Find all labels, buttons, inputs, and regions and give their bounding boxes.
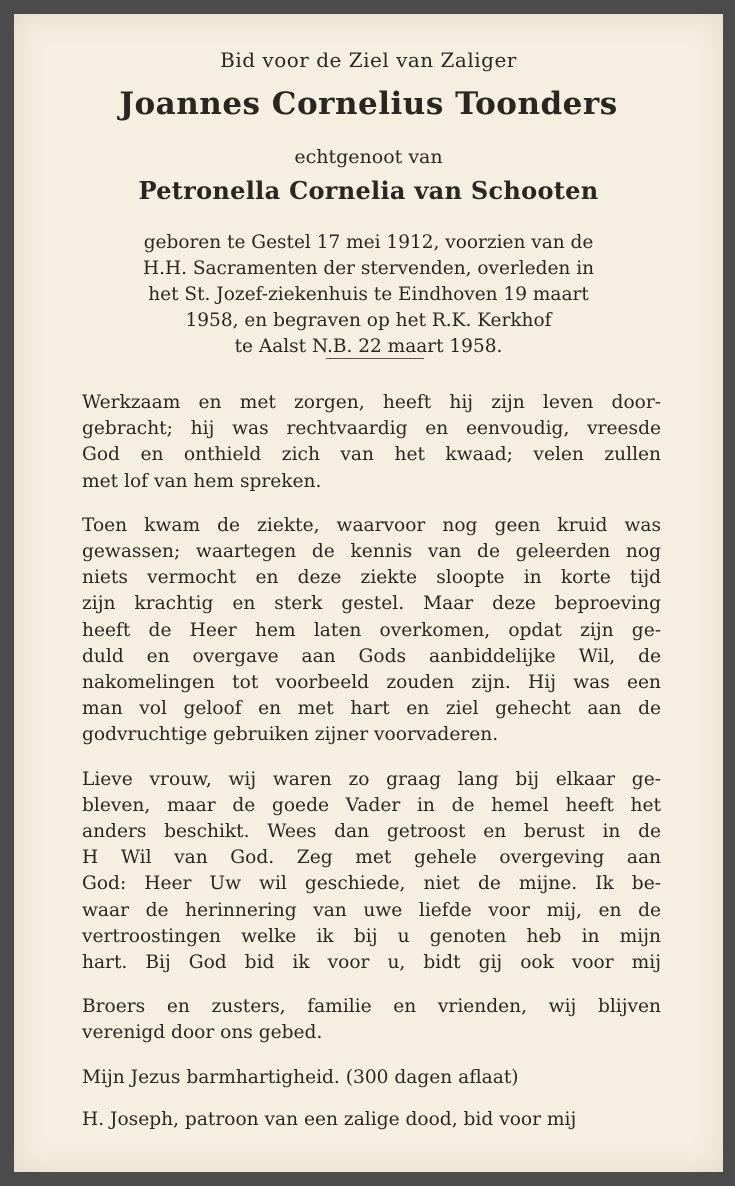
text-line: H Wil van God. Zeg met gehele overgeving aan (82, 847, 661, 869)
text-line: Werkzaam en met zorgen, heeft hij zijn leven door- (82, 392, 661, 413)
dates-line: geboren te Gestel 17 mei 1912, voorzien van de (143, 232, 594, 253)
text-line: niets vermocht en deze ziekte sloopte in korte tijd (82, 567, 661, 589)
prayer-line: Mijn Jezus barmhartigheid. (300 dagen aflaat) (82, 1066, 519, 1088)
dates-line: H.H. Sacramenten der stervenden, overleden in (142, 258, 595, 279)
text-line: anders beschikt. Wees dan getroost en berust in de (82, 821, 661, 843)
paragraph-family (82, 994, 661, 1046)
text-line: Broers en zusters, familie en vrienden, wij blijven (82, 996, 661, 1018)
text-line: vertroostingen welke ik bij u genoten heb in mijn (82, 925, 661, 947)
dates-line: 1958, en begraven op het R.K. Kerkhof (185, 310, 552, 331)
text-line: godvruchtige gebruiken zijner voorvaderen. (82, 724, 499, 746)
card-paper (14, 14, 723, 1172)
text-line: verenigd door ons gebed. (82, 1022, 323, 1044)
text-line: met lof van hem spreken. (82, 470, 322, 492)
spouse-name: Petronella Cornelia van Schooten (138, 176, 599, 205)
paragraph-illness (82, 513, 661, 749)
text-line: gebracht; hij was rechtvaardig en eenvoudig, vreesde (82, 418, 661, 440)
life-dates (104, 230, 633, 360)
paragraph-wife (82, 767, 661, 977)
text-line: bleven, maar de goede Vader in de hemel heeft het (82, 794, 661, 816)
text-line: Toen kwam de ziekte, waarvoor nog geen kruid was (82, 514, 661, 536)
dates-line: het St. Jozef-ziekenhuis te Eindhoven 19 maart (148, 284, 589, 305)
text-line: duld en overgave aan Gods aanbiddelijke Wil, de (82, 645, 661, 667)
paragraph-work (82, 390, 661, 495)
text-line: waar de herinnering van uwe liefde voor mij, en de (82, 899, 661, 921)
text-line: God: Heer Uw wil geschiede, niet de mijne. Ik be- (82, 873, 661, 895)
text-line: hart. Bij God bid ik voor u, bidt gij ook voor mij (82, 952, 661, 974)
text-line: gewassen; waartegen de kennis van de geleerden nog (82, 541, 661, 563)
text-line: nakomelingen tot voorbeeld zouden zijn. Hij was een (82, 672, 661, 694)
dates-line: te Aalst N.B. 22 maart 1958. (234, 336, 503, 357)
deceased-name: Joannes Cornelius Toonders (119, 86, 618, 122)
text-line: heeft de Heer hem laten overkomen, opdat zijn ge- (82, 619, 661, 641)
text-line: man vol geloof en met hart en ziel gehecht aan de (82, 698, 661, 720)
memorial-text (82, 390, 661, 1149)
intro-text: Bid voor de Ziel van Zaliger (220, 48, 517, 72)
divider-line (326, 358, 424, 359)
text-line: Lieve vrouw, wij waren zo graag lang bij elkaar ge- (82, 768, 661, 790)
text-line: zijn krachtig en sterk gestel. Maar deze beproeving (82, 593, 661, 615)
text-line: God en onthield zich van het kwaad; velen zullen (82, 444, 661, 466)
relation-text: echtgenoot van (294, 146, 443, 168)
prayer-line: H. Joseph, patroon van een zalige dood, bid voor mij (82, 1108, 577, 1130)
